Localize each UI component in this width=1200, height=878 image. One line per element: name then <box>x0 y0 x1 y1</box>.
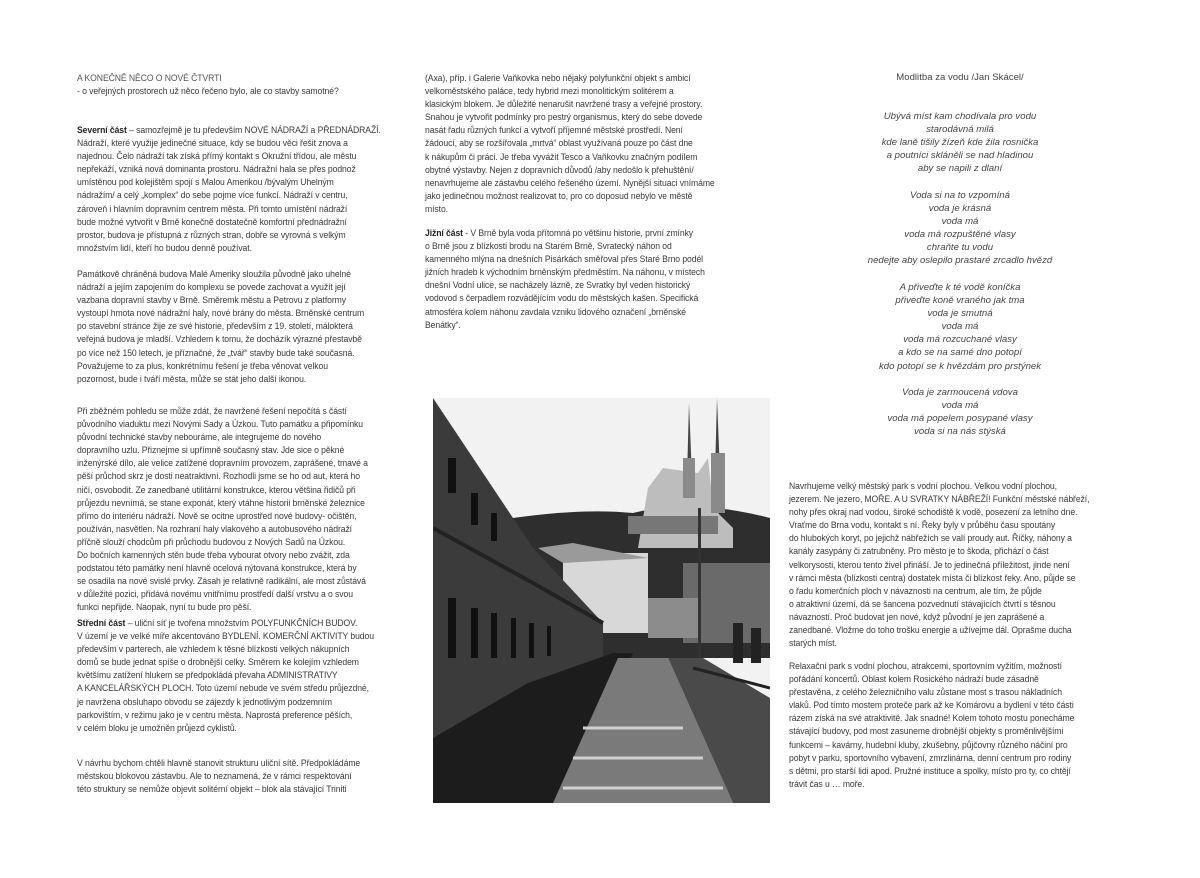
paragraph-heading: Střední část <box>77 618 126 629</box>
poem-stanza: A přiveďte k té vodě koníčka přiveďte koně vraného jak tma voda je smutná voda má voda má rozcuchané vlasy a kdo se na samé dno potopí kdo potopí se k hvězdám pro prstýnek <box>878 282 1042 372</box>
paragraph-continued: (Axa), příp. i Galerie Vaňkovka nebo nějaký polyfunkční objekt s ambicí velkoměstského paláce, tedy hybrid mezi monolitickým solitérem a klasickým blokem. Je důležité nenarušit navržené trasy a veřejné prostory. Snahou je vytvořit podmínky pro pestrý organismus, který do sebe dovede nasát řadu různých funkcí a vytvoří příjemné městské prostředí. Není žádoucí, aby se rozšiřovala „mrtvá“ oblast využívaná pouze po část dne k nákupům či práci. Je třeba vyvážit Tesco a Vaňkovku značným podílem obytné výstavby. Nejen z dopravních důvodů /aby nedošlo k přehuštění/ nenavrhujeme ale zástavbu celého řešeného území. Nynější situaci vnímáme jako jedinečnou možnost realizovat to, pro co doposud nebylo ve městě místo. <box>425 73 715 215</box>
historic-photo-brno-canal <box>433 398 770 803</box>
paragraph-stredni <box>77 617 374 735</box>
poem-stanza: Voda si na to vzpomíná voda je krásná voda má voda má rozpuštěné vlasy chraňte tu vodu nedejte aby oslepilo prastaré zrcadlo hvězd <box>867 190 1053 267</box>
paragraph-heading: Jižní část <box>425 228 463 239</box>
poem-stanza: Voda je zarmoucená vdova voda má voda má popelem posypané vlasy voda si na nás stýská <box>887 387 1033 438</box>
poem-stanza: Ubývá míst kam chodívala pro vodu starodávná milá kde laně tišily žízeň kde žila rosnička a poutníci skláněli se nad hladinou aby se napili z dlaní <box>881 111 1039 175</box>
paragraph-park: Navrhujeme velký městský park s vodní plochou. Velkou vodní plochou, jezerem. Ne jezero, MOŘE. A U SVRATKY NÁBŘEŽÍ! Funkční městské nábřeží, nohy přes okraj nad vodou, široké schodiště k vodě, posezení za letního dne. Vraťme do Brna vodu, kontakt s ní. Řeky byly v průběhu času spoutány do hlubokých koryt, po jejichž nábřežích se valí proudy aut. Říčky, náhony a kanály zasypány či zatrubněny. Pro město je to škoda, přichází o část velkorysosti, kterou tento živel přináší. Je to jedinečná příležitost, jinde není v rámci města (blízkosti centra) dostatek místa či blízkost řeky. Ano, půjde se o řadu komerčních ploch v návaznosti na centrum, ale tím, že půjde o atraktivní území, dá se šancena pozvednutí stávajících čtvrtí s těsnou návazností. Proč budovat jen nové, když původní je jen zaprášené a zanedbané. Vložme do toho trošku energie a užívejme dál. Oprašme ducha starých míst. <box>789 481 1090 650</box>
paragraph-text: - V Brně byla voda přítomná po většinu historie, první zmínky o Brně jsou z blízkosti brodu na Starém Brně, Svratecký náhon od kamenného mlýna na dnešních Pisárkách směřoval přes Staré Brno podél jižních hradeb k východním brněnským předměstím. Na náhonu, v místech dnešní Vodní ulice, se nacházely lázně, ze Svratky byl veden historický vodovod s čerpadlem rozvádějícím vodu do městských kašen. Specifická atmosféra kolem náhonu zavdala vzniku lidového označení „brněnské Benátky“. <box>425 228 705 331</box>
paragraph-text: – samozřejmě je tu především NOVÉ NÁDRAŽÍ a PŘEDNÁDRAŽÍ. Nádraží, které využije jedinečné situace, kdy se budou věci řešit znova a najednou. Čelo nádraží tak získá přímý kontakt s Okružní třídou, ale městu nepřekáží, vzniká nová dominanta prostoru. Nádražní hala se přes podnož umístěnou pod kolejištěm spojí s Malou Amerikou /bývalým Uhelným nádražím/ a celý „komplex“ do sebe pojme více funkcí. Nádraží v centru, zároveň i hlavním dopravním centrem města. Při tomto umístění nádraží bude možné vytvořit v Brně konečně dostatečně komfortní přednádražní prostor, budova je přístupná z různých stran, dobře se vyrovná s velkým množstvím lidí, kteří ho budou denně používat. <box>77 125 381 254</box>
section-title: A KONEČNĚ NĚCO O NOVÉ ČTVRTI <box>77 73 222 84</box>
paragraph-severni <box>77 124 381 255</box>
paragraph-jizni <box>425 227 705 332</box>
paragraph-relax: Relaxační park s vodní plochou, atrakcemi, sportovním vyžitím, možností pořádání koncertů. Oblast kolem Rosického nádraží bude zásadně přestavěna, z celého železničního valu zůstane most s trasou nákladních vlaků. Pod tímto mostem proteče park až ke Komárovu a bydlení v této části rázem získá na své atraktivitě. Jak snadné! Kolem tohoto mostu ponecháme stávající budovy, pod most zasuneme drobnější objekty s proměnlivějšími funkcemi – kavárny, hudební kluby, zkušebny, půjčovny různého náčiní pro pobyt v parku, sportovního vybavení, zmrzlinárna, denní centrum pro rodiny s dětmi, pro starší lidi apod. Pružné instituce a spolky, místo pro ty, co chtějí trávit čas u … moře. <box>789 661 1075 790</box>
poem-title: Modlitba za vodu /Jan Skácel/ <box>896 72 1024 83</box>
paragraph-pamatkove: Památkově chráněná budova Malé Ameriky sloužila původně jako uhelné nádraží a jejím zapojením do komplexu se povede zachovat a využít její vazbana dopravní stavby v Brně. Směremk městu a Petrovu z platformy vystoupí hmota nové nádražní haly, nové brány do města. Brněnské centrum po stavební stránce žije ze své historie, především z 19. století, málokterá veřejná budova je mladší. Vzhledem k tomu, že docházík výrazné přestavbě po více než 150 letech, je příznačné, že „tvář“ stavby bude také současná. Považujeme to za plus, konkrétnímu řešení je třeba věnovat velkou pozornost, bude i tváří města, může se stát jeho další ikonou. <box>77 269 365 385</box>
section-subtitle: - o veřejných prostorech už něco řečeno bylo, ale co stavby samotné? <box>77 86 339 97</box>
paragraph-heading: Severní část <box>77 125 127 136</box>
paragraph-viadukt: Při zběžném pohledu se může zdát, že navržené řešení nepočítá s částí původního viaduktu mezi Novými Sady a Úzkou. Tuto památku a připomínku původní technické stavby nebouráme, ale integrujeme do nového dopravního uzlu. Přiznejme si upřímně současný stav. Jde sice o pěkné inženýrské dílo, ale velice zatížené dopravním provozem, zaprášené, tmavé a pěší průchod skrz je dosti neatraktivní. Rozhodli jsme se ho od aut, která ho ničí, osvobodit. Ze zanedbané utilitární konstrukce, kterou většina řidičů při průjezdu nevnímá, se stane exponát, který vtáhne historii brněnské železnice přímo do interiéru nádraží. Nově se ocitne uprostřed nové budovy- očištěn, používán, nasvětlen. Na rozhraní haly vlakového a autobusového nádraží příčně slouží chodcům při průchodu budovou z Nových Sadů na Úzkou. Do bočních kamenných stěn bude třeba vybourat otvory nebo zvážit, zda podstatou této památky není hlavně ocelová nýtovaná konstrukce, která by se osadila na nové svislé prvky. Zásah je relativně radikální, ale most zůstává v důležité pozici, přidává novému vnitřnímu prostředí další vrstvu a o svou funkci nepřijde. Naopak, nyní tu bude pro pěší. <box>77 406 368 614</box>
paragraph-text: – uliční síť je tvořena množstvím POLYFUNKČNÍCH BUDOV. V území je ve velké míře akcentováno BYDLENÍ. KOMERČNÍ AKTIVITY budou především v parterech, ale vzhledem k těsné blízkosti velkých nákupních domů se bude jednat spíše o drobnější celky. Směrem ke kolejím vzhledem květšímu zatížení hlukem se předpokládá převaha ADMINISTRATIVY A KANCELÁŘSKÝCH PLOCH. Toto území nebude ve svém středu průjezdné, je navržena obsluhapo obvodu se zájezdy k jednotlivým podzemním parkovištím, v režimu jako je v centru města. Naprostá preference pěších, v celém bloku je umožněn průjezd cyklistů. <box>77 618 374 734</box>
paragraph-navrh: V návrhu bychom chtěli hlavně stanovit strukturu uliční sítě. Předpokládáme městskou blokovou zástavbu. Ale to neznamená, že v rámci respektování této struktury se nemůže objevit solitérní objekt – blok ala stávající Triniti <box>77 758 361 796</box>
